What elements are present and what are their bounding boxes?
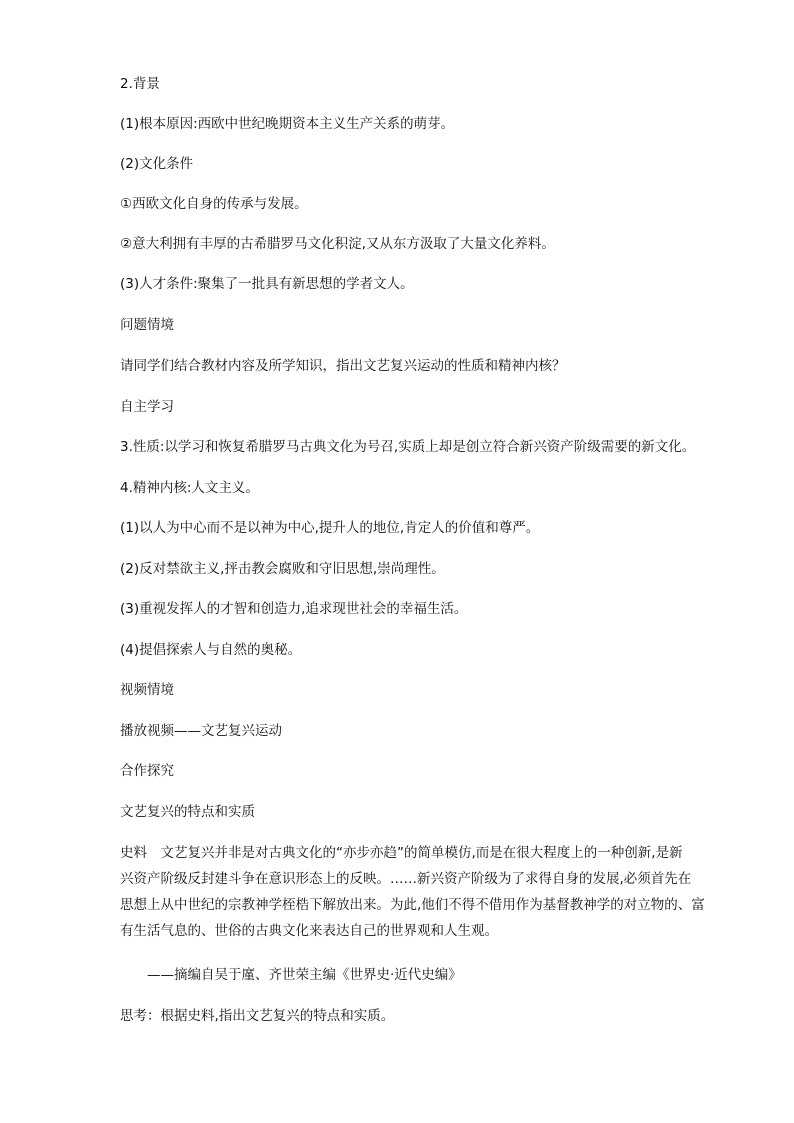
cultural-condition-item-1: ①西欧文化自身的传承与发展。: [120, 196, 308, 212]
thinking-question: 思考：根据史料,指出文艺复兴的特点和实质。: [120, 1008, 395, 1024]
root-cause-text: (1)根本原因:西欧中世纪晚期资本主义生产关系的萌芽。: [120, 116, 455, 132]
cooperative-inquiry-heading: 合作探究: [120, 763, 174, 779]
video-context-heading: 视频情境: [120, 682, 174, 698]
section-heading-background: 2.背景: [120, 76, 160, 92]
humanism-point-2: (2)反对禁欲主义,抨击教会腐败和守旧思想,崇尚理性。: [120, 561, 445, 577]
source-passage-line-4: 有生活气息的、世俗的古典文化来表达自己的世界观和人生观。: [120, 923, 498, 939]
problem-context-heading: 问题情境: [120, 317, 174, 333]
cultural-condition-heading: (2)文化条件: [120, 156, 194, 172]
source-passage-line-3: 思想上从中世纪的宗教神学桎梏下解放出来。为此,他们不得不借用作为基督教神学的对立物的、富: [120, 897, 705, 913]
video-context-text: 播放视频——文艺复兴运动: [120, 723, 282, 739]
nature-text: 3.性质:以学习和恢复希腊罗马古典文化为号召,实质上却是创立符合新兴资产阶级需要的新文化。: [120, 439, 696, 455]
humanism-point-3: (3)重视发挥人的才智和创造力,追求现世社会的幸福生活。: [120, 601, 468, 617]
self-study-heading: 自主学习: [120, 399, 174, 415]
problem-context-question: 请同学们结合教材内容及所学知识，指出文艺复兴运动的性质和精神内核？: [120, 358, 566, 374]
source-passage-line-1: 史料 文艺复兴并非是对古典文化的“亦步亦趋”的简单模仿,而是在很大程度上的一种创新,是新: [120, 845, 683, 861]
humanism-point-4: (4)提倡探索人与自然的奥秘。: [120, 642, 302, 658]
spiritual-core-text: 4.精神内核:人文主义。: [120, 480, 259, 496]
humanism-point-1: (1)以人为中心而不是以神为中心,提升人的地位,肯定人的价值和尊严。: [120, 520, 540, 536]
inquiry-topic: 文艺复兴的特点和实质: [120, 804, 255, 820]
source-citation: ——摘编自吴于廑、齐世荣主编《世界史·近代史编》: [147, 967, 462, 983]
talent-condition-text: (3)人才条件:聚集了一批具有新思想的学者文人。: [120, 276, 414, 292]
source-passage-line-2: 兴资产阶级反封建斗争在意识形态上的反映。……新兴资产阶级为了求得自身的发展,必须首先在: [120, 871, 692, 887]
cultural-condition-item-2: ②意大利拥有丰厚的古希腊罗马文化积淀,又从东方汲取了大量文化养料。: [120, 236, 555, 252]
